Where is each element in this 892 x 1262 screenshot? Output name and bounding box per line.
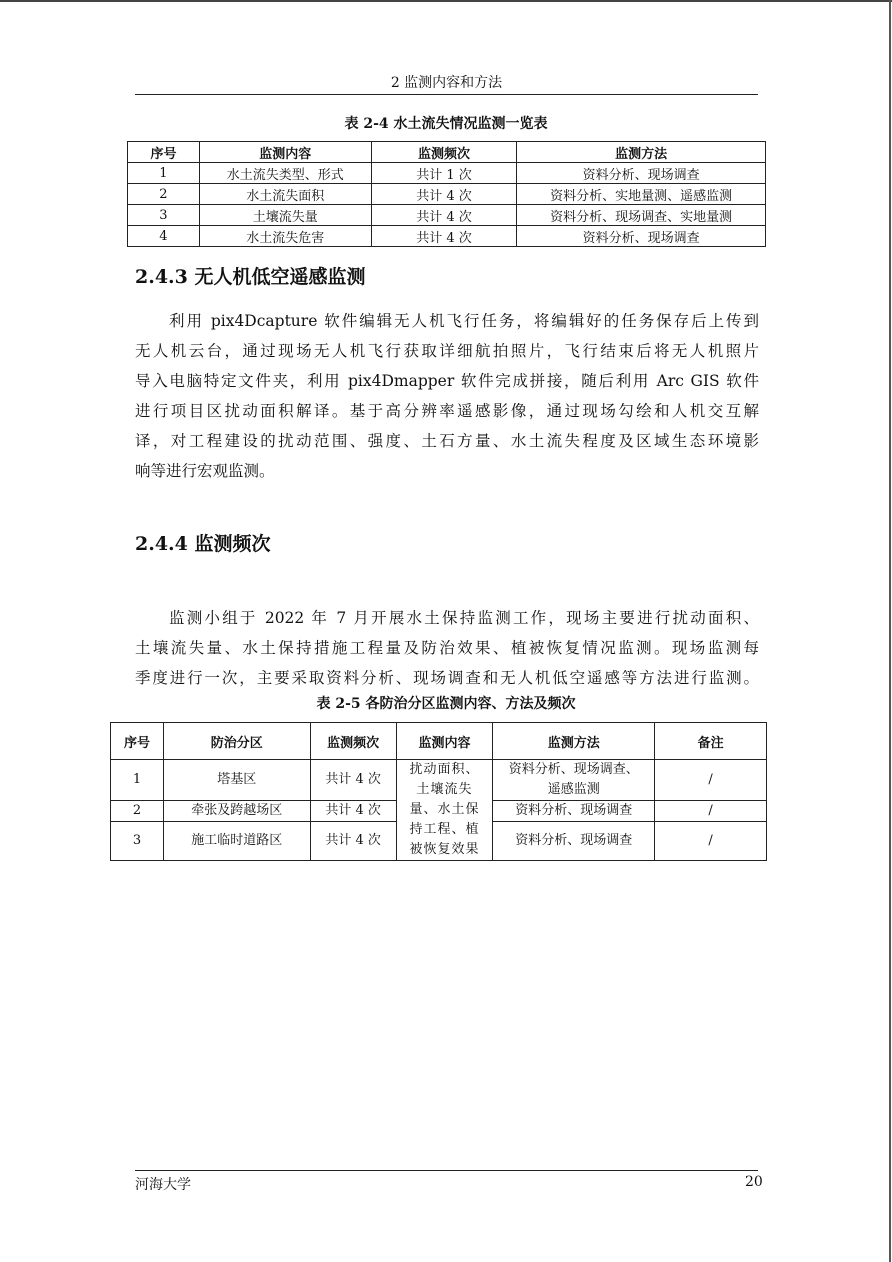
cell-method (493, 760, 655, 801)
cell-frequency: 共计 4 次 (310, 822, 396, 861)
cell-frequency: 共计 4 次 (371, 205, 517, 226)
col-header-no: 序号 (111, 723, 164, 760)
cell-no: 1 (128, 163, 200, 184)
col-header-method: 监测方法 (493, 723, 655, 760)
cell-content: 土壤流失量 (199, 205, 371, 226)
cell-content: 水土流失危害 (199, 226, 371, 247)
cell-no: 2 (128, 184, 200, 205)
paragraph-line: 进行项目区扰动面积解译。基于高分辨率遥感影像，通过现场勾绘和人机交互解 (135, 402, 759, 420)
cell-frequency: 共计 4 次 (310, 801, 396, 822)
cell-note: / (655, 760, 767, 801)
cell-zone: 施工临时道路区 (163, 822, 310, 861)
merged-line: 扰动面积、 (409, 762, 480, 777)
cell-method: 资料分析、现场调查、实地量测 (517, 205, 766, 226)
cell-content: 水土流失面积 (199, 184, 371, 205)
col-header-content: 监测内容 (199, 142, 371, 163)
header-rule (135, 94, 758, 95)
page-right-border (889, 0, 891, 1262)
section-2-4-4-paragraph (135, 603, 759, 693)
cell-no: 1 (111, 760, 164, 801)
cell-frequency: 共计 4 次 (310, 760, 396, 801)
merged-line: 土壤流失 (416, 782, 473, 797)
col-header-zone: 防治分区 (163, 723, 310, 760)
page-top-border (0, 0, 892, 2)
col-header-content: 监测内容 (396, 723, 493, 760)
col-header-note: 备注 (655, 723, 767, 760)
cell-method: 资料分析、现场调查 (517, 163, 766, 184)
cell-method: 资料分析、实地量测、遥感监测 (517, 184, 766, 205)
section-heading-2-4-4: 2.4.4 监测频次 (135, 533, 271, 555)
paragraph-line: 监测小组于 2022 年 7 月开展水土保持监测工作，现场主要进行扰动面积、 (169, 609, 759, 627)
table-2-4-caption: 表 2-4 水土流失情况监测一览表 (344, 116, 548, 132)
merged-line: 被恢复效果 (409, 842, 480, 857)
cell-no: 3 (111, 822, 164, 861)
section-heading-2-4-3: 2.4.3 无人机低空遥感监测 (135, 266, 366, 288)
paragraph-line: 响等进行宏观监测。 (135, 462, 275, 480)
page-number: 20 (745, 1174, 763, 1190)
paragraph-line: 利用 pix4Dcapture 软件编辑无人机飞行任务，将编辑好的任务保存后上传到 (169, 312, 759, 330)
paragraph-line: 季度进行一次，主要采取资料分析、现场调查和无人机低空遥感等方法进行监测。 (135, 669, 759, 687)
cell-no: 3 (128, 205, 200, 226)
running-header: 2 监测内容和方法 (390, 75, 503, 91)
table-2-5-caption: 表 2-5 各防治分区监测内容、方法及频次 (316, 696, 576, 712)
cell-frequency: 共计 4 次 (371, 226, 517, 247)
cell-no: 2 (111, 801, 164, 822)
cell-content: 水土流失类型、形式 (199, 163, 371, 184)
merged-line: 量、水土保 (409, 802, 480, 817)
cell-method: 资料分析、现场调查 (493, 801, 655, 822)
cell-no: 4 (128, 226, 200, 247)
section-2-4-3-paragraph (135, 306, 759, 486)
col-header-frequency: 监测频次 (371, 142, 517, 163)
footer-rule (135, 1170, 758, 1171)
table-row (128, 163, 766, 184)
cell-note: / (655, 801, 767, 822)
table-header-row (111, 723, 767, 760)
cell-zone: 塔基区 (163, 760, 310, 801)
method-line: 资料分析、现场调查、 (508, 762, 639, 777)
col-header-method: 监测方法 (517, 142, 766, 163)
paragraph-line: 无人机云台，通过现场无人机飞行获取详细航拍照片，飞行结束后将无人机照片 (135, 342, 759, 360)
table-2-4 (127, 141, 766, 247)
cell-frequency: 共计 4 次 (371, 184, 517, 205)
table-row (111, 760, 767, 801)
paragraph-line: 导入电脑特定文件夹，利用 pix4Dmapper 软件完成拼接，随后利用 Arc GIS 软件 (135, 372, 759, 390)
cell-method: 资料分析、现场调查 (493, 822, 655, 861)
cell-frequency: 共计 1 次 (371, 163, 517, 184)
table-row (128, 205, 766, 226)
footer-institution: 河海大学 (135, 1177, 191, 1193)
method-line: 遥感监测 (547, 782, 600, 797)
cell-content-merged (396, 760, 493, 861)
cell-zone: 牵张及跨越场区 (163, 801, 310, 822)
table-row (128, 226, 766, 247)
paragraph-line: 土壤流失量、水土保持措施工程量及防治效果、植被恢复情况监测。现场监测每 (135, 639, 759, 657)
table-row (128, 184, 766, 205)
cell-method: 资料分析、现场调查 (517, 226, 766, 247)
table-header-row (128, 142, 766, 163)
table-2-5 (110, 722, 767, 861)
merged-line: 持工程、植 (409, 822, 480, 837)
paragraph-line: 译，对工程建设的扰动范围、强度、土石方量、水土流失程度及区域生态环境影 (135, 432, 759, 450)
cell-note: / (655, 822, 767, 861)
col-header-frequency: 监测频次 (310, 723, 396, 760)
col-header-no: 序号 (128, 142, 200, 163)
